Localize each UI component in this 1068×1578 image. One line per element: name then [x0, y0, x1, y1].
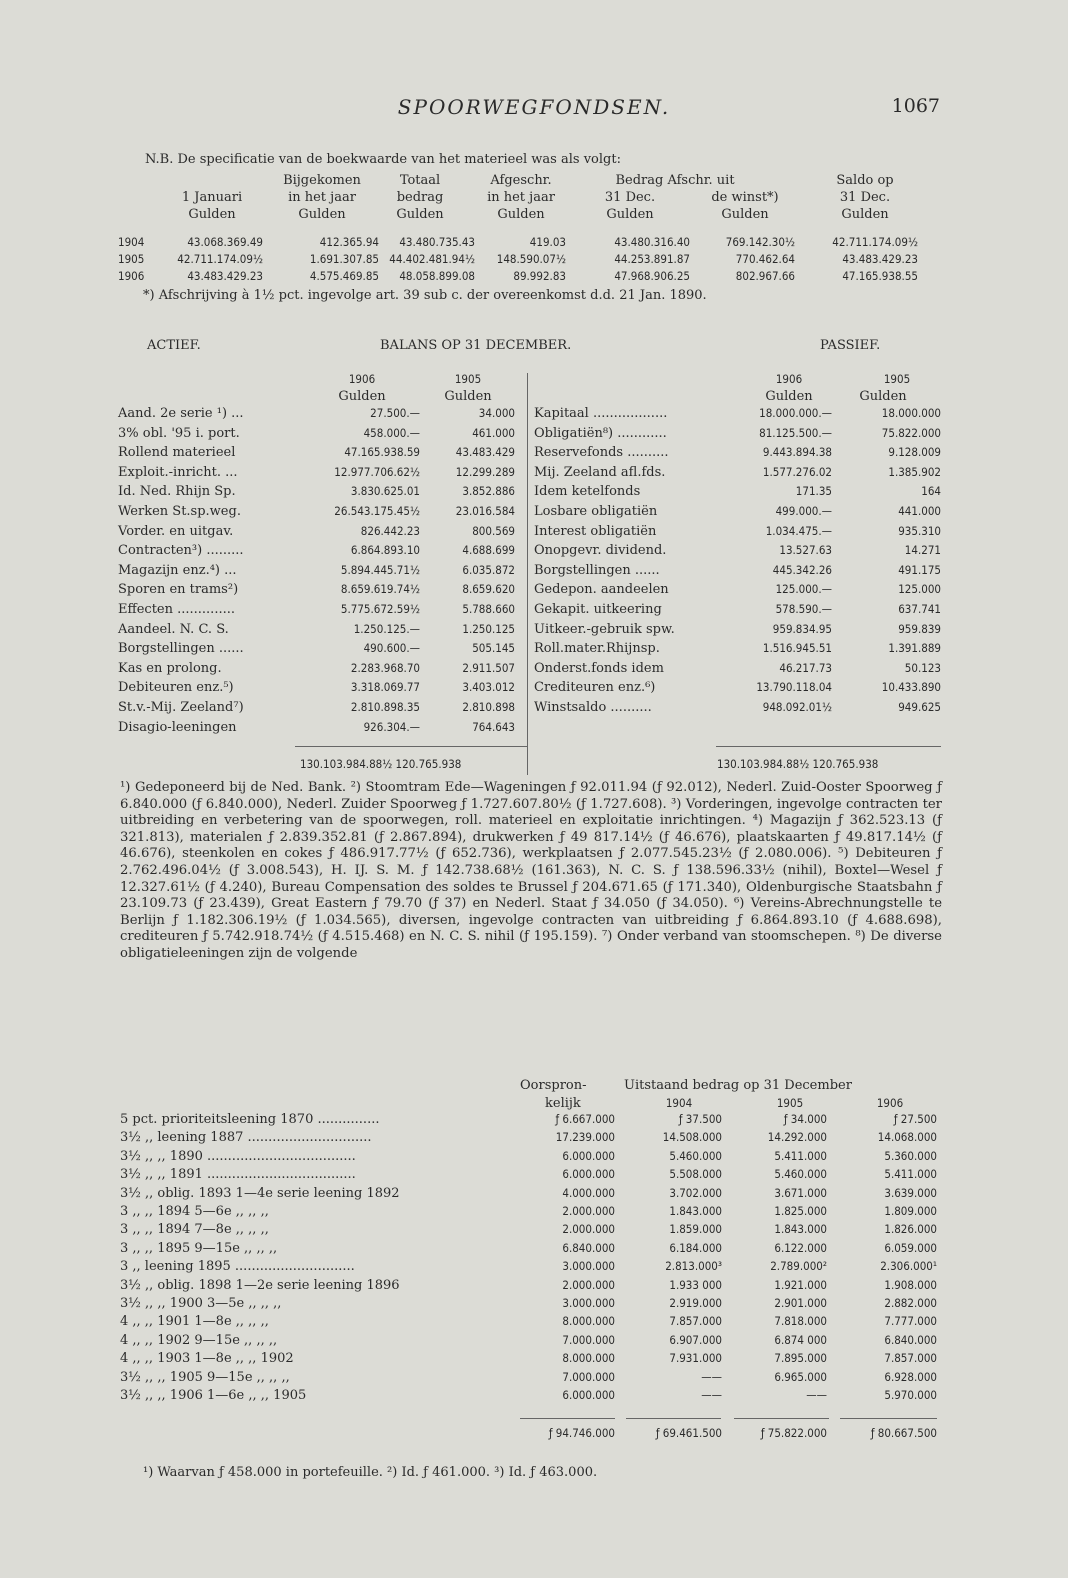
passief-value-1905: 949.625 [898, 700, 941, 714]
spec-cell: 1.691.307.85 [309, 252, 379, 266]
actief-item-label: Debiteuren enz.⁵) [118, 680, 234, 696]
passief-value-1905: 637.741 [898, 602, 941, 616]
passief-value-1906: 13.790.118.04 [756, 680, 832, 695]
actief-value-1906: 926.304.— [363, 719, 420, 734]
passief-value-1905: 164 [921, 484, 941, 499]
loan-amount: 6.874 000 [774, 1332, 827, 1347]
actief-value-1905: 2.911.507 [462, 660, 515, 675]
loan-amount: 8.000.000 [562, 1351, 615, 1366]
loan-amount: 2.000.000 [562, 1204, 615, 1218]
loan-amount: 1.843.000 [669, 1204, 722, 1218]
spec-cell: 48.058.899.08 [399, 269, 475, 283]
spec-header-cell: Gulden [841, 207, 889, 222]
actief-item-label: Aand. 2e serie ¹) ... [118, 406, 244, 421]
loan-amount: 5.970.000 [884, 1388, 937, 1402]
spec-header-cell: Afgeschr. [490, 173, 552, 188]
actief-value-1906: 1.250.125.— [353, 621, 420, 636]
loan-amount: 7.818.000 [774, 1314, 827, 1329]
passief-total: 130.103.984.88½ 120.765.938 [717, 757, 879, 771]
passief-value-1906: 959.834.95 [772, 621, 832, 636]
spec-header-cell: Totaal [399, 173, 441, 188]
loan-amount: 7.895.000 [774, 1351, 827, 1366]
actief-value-1906: 6.864.893.10 [350, 543, 420, 558]
loan-amount: 1.843.000 [774, 1222, 827, 1237]
passief-value-1906: 445.342.26 [772, 562, 832, 577]
spec-header-cell: in het jaar [288, 190, 356, 205]
loans-total: ƒ 94.746.000 [548, 1426, 615, 1441]
passief-value-1906: 46.217.73 [779, 660, 832, 675]
loan-description: 3 ,, ,, 1895 9—15e ,, ,, ,, [120, 1240, 278, 1256]
loan-amount: 6.840.000 [884, 1332, 937, 1347]
loan-amount: 7.777.000 [884, 1314, 937, 1329]
loan-amount: 5.411.000 [884, 1167, 937, 1182]
actief-value-1905: 800.569 [472, 523, 515, 538]
spec-intro: N.B. De specificatie van de boekwaarde van het materieel was als volgt: [145, 152, 621, 167]
spec-header-cell: de winst*) [711, 190, 779, 205]
passief-item-label: Interest obligatiën [534, 523, 657, 539]
loan-amount: 6.965.000 [774, 1369, 827, 1384]
passief-value-1906: 1.516.945.51 [762, 641, 832, 656]
loan-description: 3½ ,, ,, 1890 .................................... [120, 1148, 356, 1164]
actief-total-rule [295, 746, 527, 747]
loan-amount: 7.000.000 [562, 1332, 615, 1347]
spec-cell: 43.480.316.40 [614, 235, 690, 249]
loan-amount: 3.000.000 [562, 1259, 615, 1274]
spec-header-cell: Gulden [721, 207, 769, 222]
actief-item-label: Disagio-leeningen [118, 719, 237, 735]
loan-amount: 6.000.000 [562, 1167, 615, 1182]
loan-amount: 2.789.000² [770, 1259, 827, 1274]
passief-item-label: Onderst.fonds idem [534, 660, 664, 676]
spec-cell: 43.483.429.23 [187, 269, 263, 283]
actief-total: 130.103.984.88½ 120.765.938 [300, 757, 462, 771]
loan-amount: 2.000.000 [562, 1277, 615, 1292]
loans-total: ƒ 75.822.000 [760, 1426, 827, 1441]
loan-amount: 7.857.000 [669, 1314, 722, 1329]
loan-amount: 2.000.000 [562, 1222, 615, 1237]
spec-header-cell: Gulden [606, 207, 654, 222]
actief-value-1906: 2.810.898.35 [350, 700, 420, 714]
loan-description: 3½ ,, ,, 1891 .................................... [120, 1167, 356, 1183]
loan-amount: 4.000.000 [562, 1185, 615, 1200]
loan-amount: 6.000.000 [562, 1148, 615, 1163]
loan-description: 3 ,, ,, 1894 7—8e ,, ,, ,, [120, 1222, 269, 1238]
loan-description: 4 ,, ,, 1903 1—8e ,, ,, 1902 [120, 1351, 294, 1367]
spec-cell: 47.968.906.25 [614, 269, 690, 283]
loan-amount: 5.460.000 [669, 1148, 722, 1163]
passief-unit: Gulden [765, 389, 813, 404]
actief-item-label: Werken St.sp.weg. [118, 504, 241, 519]
footnotes: ¹) Gedeponeerd bij de Ned. Bank. ²) Stoomtram Ede—Wageningen ƒ 92.011.94 (ƒ 92.012), Nederl. Zuid-Ooster Spoorweg ƒ 6.840.000 (ƒ 6.840.000), Nederl. Zuider Spoorweg ƒ 1.727.607.80½ (ƒ 1.727.608). ³) Vorderingen, ingevolge contracten ter uitbreiding en verbetering van de spoorwegen, roll. materieel en exploitatie inrichtingen. ⁴) Magazijn ƒ 362.523.13 (ƒ 321.813), materialen ƒ 2.839.352.81 (ƒ 2.867.894), drukwerken ƒ 49 817.14½ (ƒ 46.676), plaatskaarten ƒ 49.817.14½ (ƒ 46.676), steenkolen en cokes ƒ 486.917.77½ (ƒ 652.736), werkplaatsen ƒ 2.077.545.23½ (ƒ 2.080.006). ⁵) Debiteuren ƒ 2.762.496.04½ (ƒ 3.008.543), H. IJ. S. M. ƒ 142.738.68½ (161.363), N. C. S. ƒ 138.596.33½ (nihil), Boxtel—Wesel ƒ 12.327.61½ (ƒ 4.240), Bureau Compensation des soldes te Brussel ƒ 204.671.65 (ƒ 171.340), Oldenburgische Staatsbahn ƒ 23.109.73 (ƒ 23.439), Great Eastern ƒ 79.70 (ƒ 37) en Nederl. Staat ƒ 34.050 (ƒ 34.050). ⁶) Vereins-Abrechnungstelle te Berlijn ƒ 1.182.306.19½ (ƒ 1.034.565), diversen, ingevolge contracten van uitbreiding ƒ 6.864.893.10 (ƒ 4.688.698), crediteuren ƒ 5.742.918.74½ (ƒ 4.515.468) en N. C. S. nihil (ƒ 195.159). ⁷) Onder verband van stoomschepen. ⁸) De diverse obligatieleeningen zijn de volgende [120, 780, 942, 961]
actief-item-label: Exploit.-inricht. ... [118, 464, 238, 480]
spec-header-cell: Bedrag Afschr. uit [615, 173, 735, 188]
actief-value-1905: 3.403.012 [462, 680, 515, 695]
loan-amount: 5.411.000 [774, 1148, 827, 1163]
spec-header-cell: Gulden [396, 207, 444, 222]
loans-head-year: 1906 [876, 1096, 904, 1110]
spec-footnote: *) Afschrijving à 1½ pct. ingevolge art. 39 sub c. der overeenkomst d.d. 21 Jan. 1890. [143, 288, 707, 303]
loan-amount: 5.360.000 [884, 1148, 937, 1163]
passief-item-label: Winstsaldo .......... [534, 700, 652, 715]
loans-head-original: kelijk [545, 1096, 581, 1111]
passief-item-label: Onopgevr. dividend. [534, 543, 667, 559]
spec-cell: 769.142.30½ [725, 235, 795, 249]
passief-value-1905: 50.123 [904, 660, 941, 675]
passief-value-1906: 1.034.475.— [765, 523, 832, 538]
spec-header-cell: Gulden [497, 207, 545, 222]
spec-header-cell: Bijgekomen [283, 173, 361, 188]
loan-amount: 6.184.000 [669, 1240, 722, 1255]
loan-amount: 5.460.000 [774, 1167, 827, 1182]
actief-value-1906: 26.543.175.45½ [334, 504, 420, 518]
actief-item-label: 3% obl. '95 i. port. [118, 425, 240, 441]
actief-value-1906: 5.894.445.71½ [340, 562, 420, 577]
passief-value-1906: 171.35 [795, 484, 832, 499]
actief-item-label: Rollend materieel [118, 445, 236, 461]
loan-amount: 14.508.000 [662, 1130, 722, 1145]
loan-amount: ƒ 6.667.000 [555, 1112, 615, 1126]
loan-amount: 8.000.000 [562, 1314, 615, 1329]
spec-header-cell: Gulden [298, 207, 346, 222]
loan-amount: 7.857.000 [884, 1351, 937, 1366]
spec-cell: 42.711.174.09½ [177, 252, 263, 266]
balance-title: BALANS OP 31 DECEMBER. [380, 338, 572, 353]
passief-value-1905: 935.310 [898, 523, 941, 538]
loan-description: 4 ,, ,, 1902 9—15e ,, ,, ,, [120, 1332, 278, 1348]
actief-value-1906: 490.600.— [363, 641, 420, 656]
passief-item-label: Crediteuren enz.⁶) [534, 680, 656, 696]
actief-value-1905: 23.016.584 [455, 504, 515, 518]
actief-value-1906: 826.442.23 [360, 523, 420, 538]
actief-value-1905: 34.000 [478, 406, 515, 420]
actief-item-label: Vorder. en uitgav. [118, 523, 234, 539]
passief-item-label: Idem ketelfonds [534, 484, 641, 500]
spec-cell: 412.365.94 [319, 235, 379, 249]
spec-header-cell: 31 Dec. [839, 190, 891, 205]
loans-head-year: 1905 [776, 1096, 804, 1110]
actief-item-label: Kas en prolong. [118, 660, 222, 676]
loans-total-rule [626, 1418, 721, 1419]
actief-item-label: Borgstellingen ...... [118, 641, 244, 657]
passief-total-rule [716, 746, 941, 747]
actief-value-1905: 12.299.289 [455, 464, 515, 479]
actief-value-1905: 5.788.660 [462, 602, 515, 616]
actief-unit: Gulden [444, 389, 492, 404]
actief-title: ACTIEF. [147, 338, 201, 353]
loan-description: 5 pct. prioriteitsleening 1870 ............... [120, 1112, 380, 1127]
loan-amount: 3.671.000 [774, 1185, 827, 1200]
passief-value-1905: 441.000 [898, 504, 941, 518]
loan-amount: 1.825.000 [774, 1204, 827, 1218]
loan-amount: 3.000.000 [562, 1296, 615, 1310]
loans-total-rule [734, 1418, 829, 1419]
actief-value-1905: 3.852.886 [462, 484, 515, 499]
loan-amount: 1.933 000 [669, 1277, 722, 1292]
loan-description: 3½ ,, oblig. 1893 1—4e serie leening 1892 [120, 1185, 400, 1201]
passief-value-1905: 75.822.000 [881, 425, 941, 440]
passief-value-1906: 125.000.— [775, 582, 832, 597]
spec-cell: 802.967.66 [735, 269, 795, 283]
loan-amount: 2.813.000³ [665, 1259, 722, 1274]
passief-item-label: Roll.mater.Rhijnsp. [534, 641, 660, 657]
actief-item-label: St.v.-Mij. Zeeland⁷) [118, 700, 244, 715]
loan-amount: —— [701, 1388, 722, 1402]
spec-cell: 43.483.429.23 [842, 252, 918, 266]
loans-head-original: Oorspron- [520, 1078, 587, 1093]
actief-value-1906: 3.318.069.77 [350, 680, 420, 695]
actief-value-1905: 6.035.872 [462, 562, 515, 577]
passief-item-label: Mij. Zeeland afl.fds. [534, 464, 666, 480]
actief-item-label: Magazijn enz.⁴) ... [118, 562, 237, 578]
actief-value-1906: 27.500.— [370, 406, 420, 420]
passief-unit: Gulden [859, 389, 907, 404]
passief-value-1905: 959.839 [898, 621, 941, 636]
passief-value-1905: 1.385.902 [888, 464, 941, 479]
passief-item-label: Kapitaal .................. [534, 406, 668, 421]
spec-header-cell: 1 Januari [181, 190, 243, 205]
passief-title: PASSIEF. [820, 338, 881, 353]
spec-year: 1906 [118, 269, 145, 283]
loan-amount: 17.239.000 [555, 1130, 615, 1145]
passief-item-label: Losbare obligatiën [534, 504, 658, 519]
loan-amount: 1.908.000 [884, 1277, 937, 1292]
balance-divider [527, 373, 528, 775]
passief-value-1905: 18.000.000 [881, 406, 941, 420]
passief-item-label: Borgstellingen ...... [534, 562, 660, 578]
actief-value-1905: 4.688.699 [462, 543, 515, 558]
passief-value-1906: 81.125.500.— [759, 425, 832, 440]
loan-amount: ƒ 27.500 [893, 1112, 937, 1126]
spec-cell: 43.068.369.49 [187, 235, 263, 249]
loans-total: ƒ 69.461.500 [655, 1426, 722, 1441]
loan-amount: 3.639.000 [884, 1185, 937, 1200]
spec-year: 1905 [118, 252, 145, 266]
loans-footnote: ¹) Waarvan ƒ 458.000 in portefeuille. ²) Id. ƒ 461.000. ³) Id. ƒ 463.000. [143, 1465, 598, 1480]
passief-value-1906: 578.590.— [775, 602, 832, 616]
loan-amount: 6.059.000 [884, 1240, 937, 1255]
actief-value-1905: 43.483.429 [455, 445, 515, 460]
loan-amount: 3.702.000 [669, 1185, 722, 1200]
actief-value-1905: 764.643 [472, 719, 515, 734]
actief-value-1905: 1.250.125 [462, 621, 515, 636]
actief-value-1906: 3.830.625.01 [350, 484, 420, 499]
loan-amount: 6.122.000 [774, 1240, 827, 1255]
actief-value-1906: 8.659.619.74½ [340, 582, 420, 597]
spec-cell: 770.462.64 [735, 252, 795, 266]
passief-item-label: Gedepon. aandeelen [534, 582, 669, 598]
spec-header-cell: Saldo op [836, 173, 894, 188]
spec-cell: 42.711.174.09½ [832, 235, 918, 249]
loan-amount: 2.306.000¹ [880, 1259, 937, 1274]
passief-value-1906: 18.000.000.— [759, 406, 832, 420]
loan-amount: 14.068.000 [877, 1130, 937, 1145]
loan-description: 3½ ,, ,, 1905 9—15e ,, ,, ,, [120, 1369, 290, 1385]
actief-value-1906: 2.283.968.70 [350, 660, 420, 675]
passief-item-label: Obligatiën⁸) ............ [534, 425, 667, 441]
actief-value-1905: 461.000 [472, 425, 515, 440]
spec-header-cell: Gulden [188, 207, 236, 222]
loan-amount: —— [701, 1369, 722, 1384]
actief-value-1905: 8.659.620 [462, 582, 515, 597]
passief-year-1906: 1906 [775, 372, 803, 386]
loans-total: ƒ 80.667.500 [870, 1426, 937, 1441]
passief-value-1905: 10.433.890 [881, 680, 941, 695]
loan-amount: 2.882.000 [884, 1296, 937, 1310]
loans-total-rule [520, 1418, 615, 1419]
passief-value-1906: 13.527.63 [779, 543, 832, 558]
spec-header-cell: bedrag [396, 190, 444, 205]
page-title: SPOORWEGFONDSEN. [397, 95, 671, 119]
actief-unit: Gulden [338, 389, 386, 404]
actief-value-1906: 458.000.— [363, 425, 420, 440]
actief-value-1906: 5.775.672.59½ [340, 602, 420, 616]
loan-amount: ƒ 37.500 [678, 1112, 722, 1126]
loan-amount: 1.809.000 [884, 1204, 937, 1218]
loan-description: 3 ,, ,, 1894 5—6e ,, ,, ,, [120, 1204, 269, 1219]
loans-total-rule [840, 1418, 937, 1419]
passief-value-1905: 1.391.889 [888, 641, 941, 656]
loan-amount: 7.000.000 [562, 1369, 615, 1384]
loans-head-outstanding: Uitstaand bedrag op 31 December [624, 1078, 852, 1093]
loan-amount: 1.921.000 [774, 1277, 827, 1292]
actief-item-label: Sporen en trams²) [118, 582, 239, 598]
spec-header-cell: in het jaar [487, 190, 555, 205]
spec-cell: 47.165.938.55 [842, 269, 918, 283]
page-number: 1067 [891, 95, 940, 117]
spec-cell: 43.480.735.43 [399, 235, 475, 249]
passief-value-1905: 491.175 [898, 562, 941, 577]
loan-amount: 14.292.000 [767, 1130, 827, 1145]
loan-description: 4 ,, ,, 1901 1—8e ,, ,, ,, [120, 1314, 269, 1330]
loan-description: 3½ ,, ,, 1900 3—5e ,, ,, ,, [120, 1296, 282, 1311]
actief-year-1905: 1905 [454, 372, 482, 386]
passief-value-1905: 9.128.009 [888, 445, 941, 460]
actief-value-1906: 12.977.706.62½ [334, 464, 420, 479]
loan-description: 3½ ,, leening 1887 .............................. [120, 1130, 372, 1146]
actief-item-label: Id. Ned. Rhijn Sp. [118, 484, 236, 500]
passief-value-1905: 14.271 [904, 543, 941, 558]
spec-cell: 4.575.469.85 [309, 269, 379, 283]
spec-cell: 419.03 [529, 235, 566, 249]
passief-value-1906: 948.092.01½ [762, 700, 832, 714]
loan-amount: 7.931.000 [669, 1351, 722, 1366]
actief-item-label: Aandeel. N. C. S. [118, 621, 229, 637]
passief-value-1906: 9.443.894.38 [762, 445, 832, 460]
passief-item-label: Reservefonds .......... [534, 445, 669, 461]
actief-value-1905: 2.810.898 [462, 700, 515, 714]
actief-item-label: Effecten .............. [118, 602, 235, 617]
passief-item-label: Uitkeer.-gebruik spw. [534, 621, 675, 637]
loans-head-year: 1904 [665, 1096, 693, 1110]
loan-amount: 2.919.000 [669, 1296, 722, 1310]
spec-cell: 44.402.481.94½ [389, 252, 475, 266]
passief-value-1906: 1.577.276.02 [762, 464, 832, 479]
loan-amount: 5.508.000 [669, 1167, 722, 1182]
spec-header-cell: 31 Dec. [604, 190, 656, 205]
loan-amount: ƒ 34.000 [783, 1112, 827, 1126]
passief-value-1906: 499.000.— [775, 504, 832, 518]
loan-amount: 1.826.000 [884, 1222, 937, 1237]
loan-amount: 6.907.000 [669, 1332, 722, 1347]
actief-value-1906: 47.165.938.59 [344, 445, 420, 460]
spec-year: 1904 [118, 235, 145, 249]
spec-cell: 148.590.07½ [496, 252, 566, 266]
passief-year-1905: 1905 [883, 372, 911, 386]
loan-amount: 6.000.000 [562, 1388, 615, 1402]
loan-amount: 6.928.000 [884, 1369, 937, 1384]
actief-value-1905: 505.145 [472, 641, 515, 656]
spec-cell: 44.253.891.87 [614, 252, 690, 266]
actief-year-1906: 1906 [348, 372, 376, 386]
loan-description: 3 ,, leening 1895 ............................. [120, 1259, 355, 1275]
loan-amount: 2.901.000 [774, 1296, 827, 1310]
passief-value-1905: 125.000 [898, 582, 941, 597]
loan-amount: —— [806, 1388, 827, 1402]
actief-item-label: Contracten³) ......... [118, 543, 244, 559]
loan-amount: 1.859.000 [669, 1222, 722, 1237]
passief-item-label: Gekapit. uitkeering [534, 602, 662, 617]
loan-description: 3½ ,, oblig. 1898 1—2e serie leening 1896 [120, 1277, 400, 1293]
spec-cell: 89.992.83 [513, 269, 566, 283]
loan-amount: 6.840.000 [562, 1240, 615, 1255]
loan-description: 3½ ,, ,, 1906 1—6e ,, ,, 1905 [120, 1388, 307, 1403]
